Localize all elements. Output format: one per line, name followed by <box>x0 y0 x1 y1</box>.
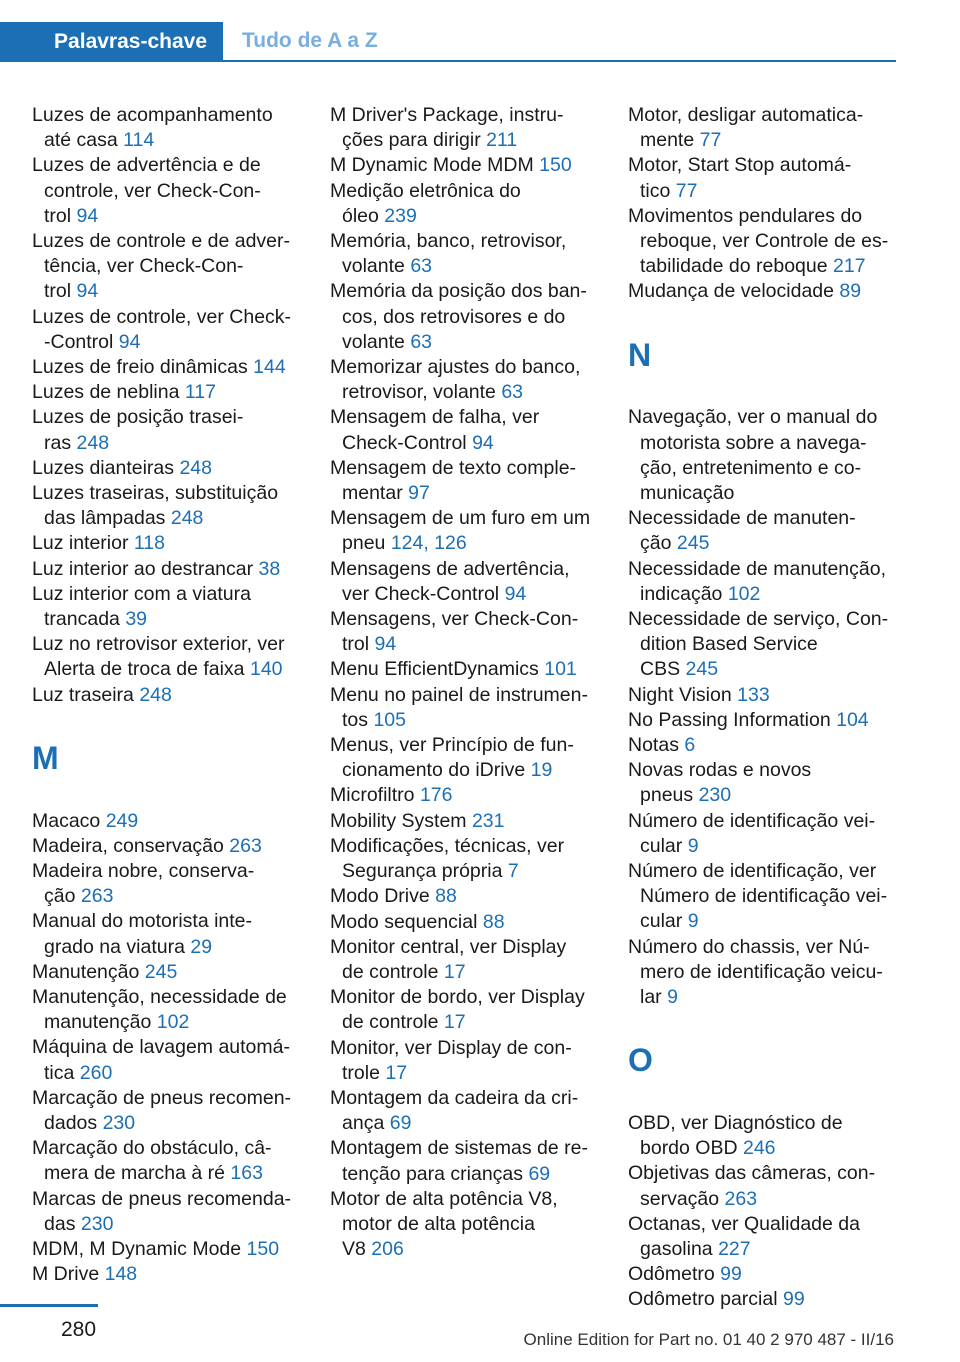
page-ref-link[interactable]: 245 <box>676 532 710 555</box>
entry-text: Manutenção <box>32 960 140 983</box>
entry-text: manutenção <box>44 1011 152 1034</box>
page-ref-link[interactable]: 263 <box>229 834 262 857</box>
index-entry <box>628 405 900 506</box>
page-ref-link[interactable]: 88 <box>482 910 505 933</box>
section-spacer <box>628 1010 900 1035</box>
index-column-1 <box>32 103 304 1288</box>
section-spacer <box>628 1086 900 1111</box>
page-ref-link[interactable]: 105 <box>373 708 406 731</box>
entry-text: servação <box>640 1187 720 1210</box>
entry-text: Notas <box>628 734 679 757</box>
index-entry <box>330 809 602 834</box>
page-ref-link[interactable]: 89 <box>839 280 862 303</box>
index-entry <box>330 783 602 808</box>
index-entry <box>330 985 602 1035</box>
entry-text: Luzes de neblina <box>32 381 180 404</box>
page-ref-link[interactable]: 63 <box>501 381 524 404</box>
section-spacer <box>628 380 900 405</box>
page-ref-link[interactable]: 19 <box>530 759 553 782</box>
entry-text: Madeira nobre, conserva- <box>32 860 255 883</box>
entry-text: trol <box>44 204 72 227</box>
section-spacer <box>32 783 304 808</box>
index-entry <box>32 103 304 153</box>
page-ref-link[interactable]: 246 <box>742 1137 776 1160</box>
index-entry <box>628 103 900 153</box>
page-ref-link[interactable]: 63 <box>410 330 433 353</box>
index-entry <box>330 456 602 506</box>
entry-text: ança <box>342 1112 385 1135</box>
page-ref-link[interactable]: 94 <box>118 330 141 353</box>
entry-text: tência, ver Check-Con- <box>44 255 244 278</box>
page-ref-link[interactable]: 248 <box>179 456 212 479</box>
index-entry <box>330 733 602 783</box>
edition-text: Online Edition for Part no. 01 40 2 970 487 - II/16 <box>523 1330 894 1349</box>
entry-text: Modificações, técnicas, ver <box>330 834 565 857</box>
page-ref-link[interactable]: 263 <box>80 885 114 908</box>
page-ref-link[interactable]: 263 <box>724 1187 758 1210</box>
entry-text: volante <box>342 330 405 353</box>
page-ref-link[interactable]: 94 <box>76 280 99 303</box>
page-ref-link[interactable]: 63 <box>410 255 433 278</box>
entry-text: Monitor de bordo, ver Display <box>330 986 585 1009</box>
index-entry <box>32 1035 304 1085</box>
index-entry <box>330 1036 602 1086</box>
entry-text: dition Based Service <box>640 633 818 656</box>
index-entry <box>32 1136 304 1186</box>
entry-text: até casa <box>44 129 118 152</box>
entry-text: Navegação, ver o manual do <box>628 406 878 429</box>
page-ref-link[interactable]: 239 <box>384 204 417 227</box>
index-entry <box>628 153 900 203</box>
entry-text: ção, entretenimento e co- <box>640 456 862 479</box>
index-entry <box>628 506 900 556</box>
entry-text: Objetivas das câmeras, con- <box>628 1162 876 1185</box>
index-entry <box>32 632 304 682</box>
entry-text: cos, dos retrovisores e do <box>342 305 566 328</box>
entry-text: Máquina de lavagem automá- <box>32 1036 290 1059</box>
entry-text: M Dynamic Mode MDM <box>330 154 534 177</box>
index-entry <box>32 531 304 556</box>
index-entry <box>330 657 602 682</box>
page-ref-link[interactable]: 249 <box>105 809 139 832</box>
index-entry <box>330 506 602 556</box>
entry-text: Luzes de acompanhamento <box>32 104 273 126</box>
entry-text: controle, ver Check-Con- <box>44 179 261 202</box>
entry-text: trole <box>342 1061 380 1084</box>
entry-text: Luzes de advertência e de <box>32 154 261 177</box>
index-entry <box>32 834 304 859</box>
entry-text: cionamento do iDrive <box>342 759 526 782</box>
page-ref-link[interactable]: 248 <box>76 431 110 454</box>
index-entry <box>330 103 602 153</box>
page-ref-link[interactable]: 17 <box>443 960 466 983</box>
entry-text: Odômetro <box>628 1263 715 1286</box>
page-ref-link[interactable]: 102 <box>727 582 761 605</box>
page-ref-link[interactable]: 17 <box>385 1061 408 1084</box>
index-entry <box>628 279 900 304</box>
entry-text: -Control <box>44 330 114 353</box>
entry-text: cular <box>640 834 683 857</box>
index-entry <box>628 607 900 683</box>
entry-text: Motor de alta potência V8, <box>330 1187 558 1210</box>
page-ref-link[interactable]: 211 <box>486 129 518 152</box>
page-ref-link[interactable]: 124, 126 <box>390 532 467 555</box>
entry-text: Número de identificação vei- <box>628 809 876 832</box>
entry-text: Número de identificação, ver <box>628 860 877 883</box>
page-ref-link[interactable]: 99 <box>783 1288 805 1311</box>
entry-text: Movimentos pendulares do <box>628 204 863 227</box>
entry-text: Madeira, conservação <box>32 834 224 857</box>
tab-tudo-de-a-a-z[interactable]: Tudo de A a Z <box>242 29 378 52</box>
page-ref-link[interactable]: 150 <box>539 154 572 177</box>
page-ref-link[interactable]: 77 <box>675 179 698 202</box>
index-entry <box>628 1212 900 1262</box>
index-entry <box>32 582 304 632</box>
entry-text: bordo OBD <box>640 1137 738 1160</box>
entry-text: mente <box>640 129 695 152</box>
entry-text: No Passing Information <box>628 708 831 731</box>
section-letter: O <box>628 1042 653 1079</box>
entry-text: Modo Drive <box>330 885 430 908</box>
page-ref-link[interactable]: 9 <box>687 834 699 857</box>
page-ref-link[interactable]: 102 <box>156 1011 190 1034</box>
index-entry <box>32 859 304 909</box>
page-ref-link[interactable]: 9 <box>667 986 678 1009</box>
entry-text: Memorizar ajustes do banco, <box>330 356 581 379</box>
entry-text: de controle <box>342 960 439 983</box>
index-entry <box>330 179 602 229</box>
entry-text: M Driver's Package, instru- <box>330 104 564 126</box>
entry-text: dados <box>44 1112 98 1135</box>
page-ref-link[interactable]: 94 <box>76 204 99 227</box>
section-spacer <box>32 708 304 733</box>
entry-text: Modo sequencial <box>330 910 478 933</box>
index-entry <box>32 1086 304 1136</box>
entry-text: ções para dirigir <box>342 129 481 152</box>
index-column-3 <box>628 103 900 1313</box>
index-entry <box>628 809 900 859</box>
index-entry <box>32 380 304 405</box>
index-entry <box>32 960 304 985</box>
page-ref-link[interactable]: 118 <box>133 532 165 555</box>
index-entry <box>32 481 304 531</box>
page-ref-link[interactable]: 163 <box>230 1162 263 1185</box>
page-ref-link[interactable]: 94 <box>472 431 494 454</box>
entry-text: tabilidade do reboque <box>640 255 828 278</box>
entry-text: Número do chassis, ver Nú- <box>628 935 870 958</box>
index-entry <box>32 229 304 305</box>
page-ref-link[interactable]: 140 <box>249 658 283 681</box>
page-ref-link[interactable]: 29 <box>190 935 213 958</box>
entry-text: Check-Control <box>342 431 467 454</box>
index-entry <box>32 1237 304 1262</box>
index-entry <box>330 1187 602 1263</box>
entry-text: mero de identificação veicu- <box>640 960 883 983</box>
index-entry <box>330 683 602 733</box>
entry-text: trancada <box>44 608 120 631</box>
entry-text: MDM, M Dynamic Mode <box>32 1238 242 1261</box>
index-entry <box>628 683 900 708</box>
index-entry <box>32 1262 304 1287</box>
entry-text: Luz traseira <box>32 683 134 706</box>
index-entry <box>330 279 602 355</box>
entry-text: mera de marcha à ré <box>44 1162 225 1185</box>
index-entry <box>330 355 602 405</box>
entry-text: Mensagem de falha, ver <box>330 406 540 429</box>
index-entry <box>628 1111 900 1161</box>
entry-text: ção <box>44 885 76 908</box>
index-entry <box>628 1287 900 1312</box>
entry-text: tico <box>640 179 671 202</box>
page-ref-link[interactable]: 144 <box>253 356 286 379</box>
page-ref-link[interactable]: 101 <box>544 658 577 681</box>
entry-text: Motor, desligar automatica- <box>628 104 864 126</box>
entry-text: Mobility System <box>330 809 467 832</box>
page-ref-link[interactable]: 38 <box>258 557 281 580</box>
index-entry <box>32 355 304 380</box>
section-letter: M <box>32 740 59 777</box>
entry-text: Luzes de posição trasei- <box>32 406 244 429</box>
entry-text: trol <box>44 280 72 303</box>
entry-text: volante <box>342 255 405 278</box>
page-ref-link[interactable]: 248 <box>170 507 204 530</box>
page-ref-link[interactable]: 6 <box>684 734 696 757</box>
entry-text: Macaco <box>32 809 101 832</box>
page-ref-link[interactable]: 99 <box>720 1263 742 1286</box>
page-ref-link[interactable]: 230 <box>698 784 732 807</box>
index-entry <box>330 1086 602 1136</box>
entry-text: Alerta de troca de faixa <box>44 658 245 681</box>
entry-text: motor de alta potência <box>342 1212 535 1235</box>
entry-text: Memória da posição dos ban- <box>330 280 587 303</box>
page-ref-link[interactable]: 117 <box>184 381 216 404</box>
index-entry <box>32 405 304 455</box>
entry-text: de controle <box>342 1011 439 1034</box>
entry-text: Monitor central, ver Display <box>330 935 567 958</box>
entry-text: Mensagem de um furo em um <box>330 507 591 530</box>
entry-text: mentar <box>342 482 403 505</box>
entry-text: pneu <box>342 532 386 555</box>
entry-text: Necessidade de serviço, Con- <box>628 608 889 631</box>
entry-text: Monitor, ver Display de con- <box>330 1036 572 1059</box>
page-ref-link[interactable]: 94 <box>374 633 397 656</box>
index-entry <box>330 1136 602 1186</box>
entry-text: Necessidade de manuten- <box>628 507 856 530</box>
entry-text: cular <box>640 910 683 933</box>
index-entry <box>628 733 900 758</box>
page-ref-link[interactable]: 133 <box>737 683 770 706</box>
index-column-2 <box>330 103 602 1262</box>
entry-text: gasolina <box>640 1238 713 1261</box>
entry-text: Octanas, ver Qualidade da <box>628 1212 860 1235</box>
page-ref-link[interactable]: 104 <box>836 708 869 731</box>
entry-text: Mensagem de texto comple- <box>330 456 577 479</box>
header <box>0 22 896 62</box>
page-ref-link[interactable]: 260 <box>79 1061 113 1084</box>
page-ref-link[interactable]: 176 <box>419 784 453 807</box>
index-entry <box>628 758 900 808</box>
entry-text: Luz interior <box>32 532 129 555</box>
entry-text: tenção para crianças <box>342 1162 524 1185</box>
entry-text: Necessidade de manutenção, <box>628 557 887 580</box>
index-entry <box>330 557 602 607</box>
entry-text: Mensagens, ver Check-Con- <box>330 608 579 631</box>
entry-text: Luzes de freio dinâmicas <box>32 356 248 379</box>
index-entry <box>32 305 304 355</box>
index-entry <box>628 708 900 733</box>
entry-text: indicação <box>640 582 723 605</box>
index-entry <box>628 557 900 607</box>
entry-text: grado na viatura <box>44 935 185 958</box>
header-divider <box>223 60 896 62</box>
footer-divider <box>0 1304 98 1307</box>
entry-text: Número de identificação vei- <box>640 885 888 908</box>
entry-text: lar <box>640 986 662 1009</box>
entry-text: reboque, ver Controle de es- <box>640 230 889 253</box>
page-ref-link[interactable]: 150 <box>246 1238 280 1261</box>
index-entry <box>32 909 304 959</box>
entry-text: Montagem de sistemas de re- <box>330 1137 588 1160</box>
entry-text: das <box>44 1212 76 1235</box>
page-number: 280 <box>61 1318 97 1341</box>
index-entry <box>330 884 602 909</box>
page-ref-link[interactable]: 9 <box>687 910 699 933</box>
page-ref-link[interactable]: 97 <box>408 482 430 505</box>
page-ref-link[interactable]: 245 <box>685 658 719 681</box>
entry-text: municação <box>640 482 735 504</box>
entry-text: Marcação de pneus recomen- <box>32 1086 292 1109</box>
entry-text: das lâmpadas <box>44 507 166 530</box>
index-entry <box>628 1262 900 1287</box>
page-ref-link[interactable]: 206 <box>371 1238 404 1261</box>
index-entry <box>32 985 304 1035</box>
index-entry <box>330 153 602 178</box>
entry-text: trol <box>342 633 370 656</box>
entry-text: Memória, banco, retrovisor, <box>330 230 567 253</box>
page-ref-link[interactable]: 17 <box>443 1011 466 1034</box>
entry-text: M Drive <box>32 1263 100 1286</box>
entry-text: CBS <box>640 658 681 681</box>
page-ref-link[interactable]: 217 <box>833 255 866 278</box>
entry-text: ras <box>44 431 72 454</box>
entry-text: Microfiltro <box>330 784 415 807</box>
index-entry <box>628 859 900 935</box>
entry-text: Manual do motorista inte- <box>32 910 253 933</box>
page-ref-link[interactable]: 77 <box>699 129 722 152</box>
entry-text: pneus <box>640 784 694 807</box>
index-entry <box>32 456 304 481</box>
index-entry <box>330 910 602 935</box>
entry-text: Segurança própria <box>342 860 503 883</box>
index-entry <box>330 834 602 884</box>
entry-text: Mudança de velocidade <box>628 280 834 303</box>
entry-text: V8 <box>342 1238 366 1261</box>
entry-text: Odômetro parcial <box>628 1288 778 1311</box>
entry-text: tica <box>44 1061 75 1084</box>
section-spacer <box>628 305 900 330</box>
index-entry <box>628 204 900 280</box>
entry-text: Marcas de pneus recomenda- <box>32 1187 292 1210</box>
entry-text: Montagem da cadeira da cri- <box>330 1086 579 1109</box>
index-entry <box>628 935 900 1011</box>
entry-text: tos <box>342 708 369 731</box>
index-entry <box>32 1187 304 1237</box>
index-entry <box>32 153 304 229</box>
page-ref-link[interactable]: 114 <box>123 129 155 152</box>
page-ref-link[interactable]: 69 <box>389 1112 412 1135</box>
index-entry <box>32 683 304 708</box>
entry-text: Luz no retrovisor exterior, ver <box>32 633 285 656</box>
entry-text: retrovisor, volante <box>342 381 496 404</box>
entry-text: Luz interior com a viatura <box>32 582 251 605</box>
section-letter: N <box>628 336 652 373</box>
page-ref-link[interactable]: 230 <box>102 1112 136 1135</box>
entry-text: Luzes de controle e de adver- <box>32 230 290 253</box>
index-entry <box>330 229 602 279</box>
page-ref-link[interactable]: 7 <box>507 860 519 883</box>
index-entry <box>330 405 602 455</box>
entry-text: Night Vision <box>628 683 732 706</box>
entry-text: Marcação do obstáculo, câ- <box>32 1137 272 1160</box>
entry-text: Medição eletrônica do <box>330 179 521 202</box>
entry-text: Novas rodas e novos <box>628 759 812 782</box>
page-ref-link[interactable]: 230 <box>80 1212 114 1235</box>
entry-text: Mensagens de advertência, <box>330 557 570 580</box>
entry-text: Menu EfficientDynamics <box>330 658 539 681</box>
entry-text: Menu no painel de instrumen- <box>330 683 588 706</box>
entry-text: Luzes dianteiras <box>32 456 175 479</box>
page-ref-link[interactable]: 231 <box>471 809 505 832</box>
entry-text: motorista sobre a navega- <box>640 431 867 454</box>
entry-text: Luzes de controle, ver Check- <box>32 305 292 328</box>
page-ref-link[interactable]: 248 <box>139 683 172 706</box>
entry-text: Menus, ver Princípio de fun- <box>330 734 574 757</box>
page-ref-link[interactable]: 94 <box>504 582 527 605</box>
page-ref-link[interactable]: 245 <box>144 960 178 983</box>
index-entry <box>32 809 304 834</box>
index-entry <box>330 607 602 657</box>
page-ref-link[interactable]: 227 <box>718 1238 751 1261</box>
page-ref-link[interactable]: 88 <box>435 885 457 908</box>
page-ref-link[interactable]: 69 <box>528 1162 551 1185</box>
entry-text: Motor, Start Stop automá- <box>628 154 852 177</box>
entry-text: ção <box>640 532 672 555</box>
index-entry <box>32 557 304 582</box>
tab-palavras-chave[interactable]: Palavras-chave <box>0 22 223 62</box>
entry-text: OBD, ver Diagnóstico de <box>628 1112 843 1135</box>
index-entry <box>628 1161 900 1211</box>
page-ref-link[interactable]: 148 <box>104 1263 138 1286</box>
page-ref-link[interactable]: 39 <box>125 608 148 631</box>
entry-text: Luzes traseiras, substituição <box>32 482 279 505</box>
entry-text: óleo <box>342 204 379 227</box>
entry-text: ver Check-Control <box>342 582 500 605</box>
entry-text: Luz interior ao destrancar <box>32 557 254 580</box>
index-entry <box>330 935 602 985</box>
entry-text: Manutenção, necessidade de <box>32 986 287 1009</box>
